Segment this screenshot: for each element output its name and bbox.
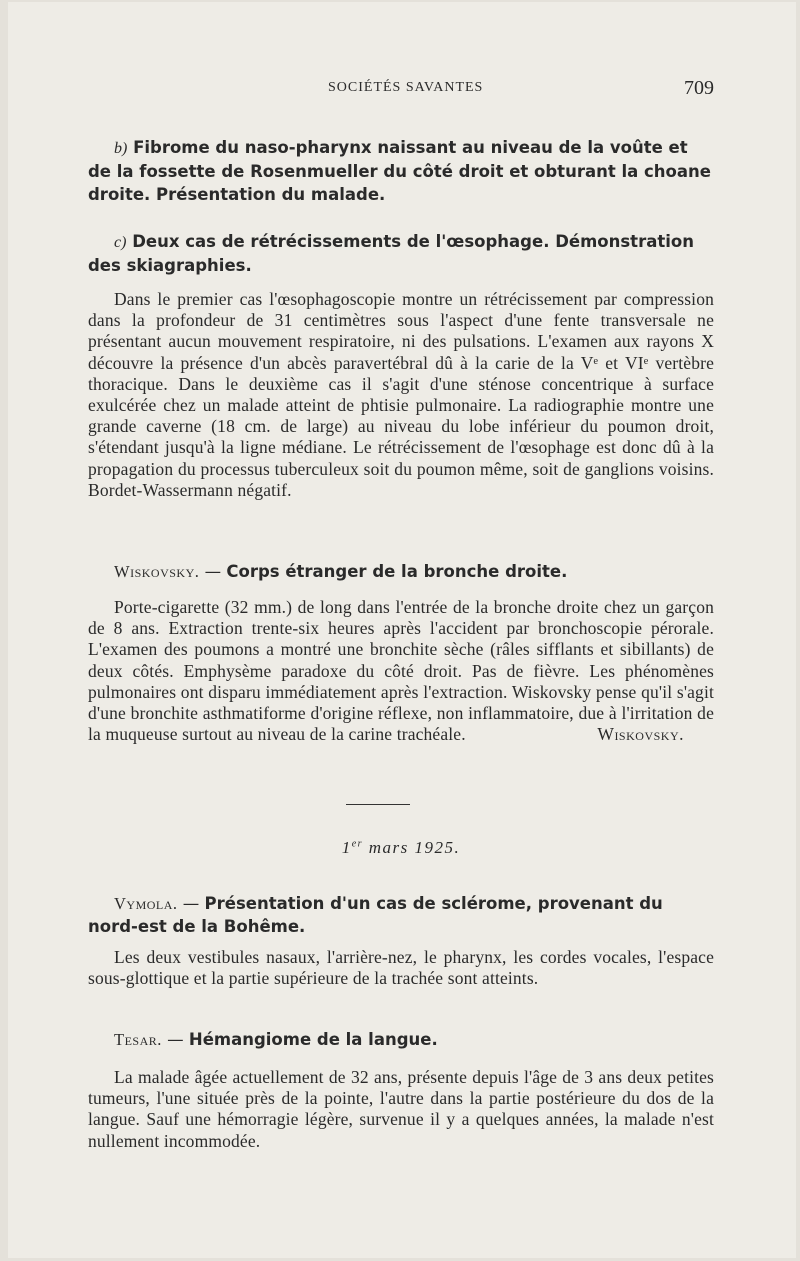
wiskovsky-paragraph-text: Porte-cigarette (32 mm.) de long dans l'entrée de la bronche droite chez un garçon de 8 ans. Extraction trente-six heures après l'accident par bronchoscopie pérorale. L'examen des poumons a montré une bronchite sèche (râles sifflants et sibillants) de deux côtés. Emphysème paradoxe du côté droit. Pas de fièvre. Les phénomènes pulmonaires ont disparu immédiatement après l'extraction. Wiskovsky pense qu'il s'agit d'une bronchite asthmatiforme d'origine réflexe, non inflammatoire, due à l'irritation de la muqueuse surtout au niveau de la carine trachéale. <box>88 597 714 745</box>
tesar-dash: — <box>161 1030 189 1049</box>
section-wiskovsky-heading <box>88 560 714 583</box>
vymola-paragraph: Les deux vestibules nasaux, l'arrière-nez, le pharynx, les cordes vocales, l'espace sous-glottique et la partie supérieure de la trachée sont atteints. <box>88 947 714 989</box>
vymola-dash: — <box>177 894 205 913</box>
tesar-paragraph: La malade âgée actuellement de 32 ans, présente depuis l'âge de 3 ans deux petites tumeurs, l'une située près de la pointe, l'autre dans la partie postérieure du dos de la langue. Sauf une hémorragie légère, survenue il y a quelques années, la malade n'est nullement incommodée. <box>88 1067 714 1151</box>
section-divider <box>346 804 410 805</box>
section-c-body <box>88 289 714 501</box>
section-c-paragraph: Dans le premier cas l'œsophagoscopie montre un rétrécissement par compression dans la profondeur de 31 centimètres sous l'aspect d'une fente transversale ne présentant aucun mouvement respiratoire, ni des pulsations. L'examen aux rayons X découvre la présence d'un abcès paravertébral dû à la carie de la Vᵉ et VIᵉ vertèbre thoracique. Dans le deuxième cas il s'agit d'une sténose concentrique à surface exulcérée chez un malade atteint de phtisie pulmonaire. La radiographie montre une grande caverne (18 cm. de large) au niveau du lobe inférieur du poumon droit, s'étendant jusqu'à la ligne médiane. Le rétrécissement de l'œsophage est donc dû à la propagation du processus tuberculeux soit du poumon même, soit de ganglions voisins. Bordet-Wassermann négatif. <box>88 289 714 500</box>
wiskovsky-title: Corps étranger de la bronche droite. <box>226 562 568 581</box>
wiskovsky-author: Wiskovsky. <box>114 562 200 581</box>
section-b-marker: b) <box>114 140 128 157</box>
wiskovsky-dash: — <box>199 562 227 581</box>
section-vymola-heading <box>88 892 714 938</box>
section-wiskovsky-body <box>88 597 714 745</box>
running-title: SOCIÉTÉS SAVANTES <box>328 80 484 95</box>
date-rest: mars 1925. <box>363 838 461 857</box>
vymola-title-line <box>88 892 714 938</box>
meeting-date <box>88 838 714 858</box>
wiskovsky-paragraph <box>88 597 714 745</box>
vymola-author: Vymola. <box>114 894 178 913</box>
section-b-title-text: Fibrome du naso-pharynx naissant au niveau de la voûte et de la fossette de Rosenmueller du côté droit et obturant la choane droite. Présentation du malade. <box>88 138 711 204</box>
document-page <box>8 2 796 1258</box>
section-b-title <box>88 136 714 206</box>
section-c-marker: c) <box>114 234 127 251</box>
running-head <box>88 77 714 104</box>
section-tesar-body <box>88 1067 714 1152</box>
tesar-title: Hémangiome de la langue. <box>188 1030 438 1049</box>
wiskovsky-title-line <box>88 560 714 583</box>
section-c-title-text: Deux cas de rétrécissements de l'œsophage. Démonstration des skiagraphies. <box>88 232 694 275</box>
section-c <box>88 230 714 277</box>
section-tesar-heading <box>88 1028 714 1051</box>
tesar-title-line <box>88 1028 714 1051</box>
tesar-author: Tesar. <box>114 1030 162 1049</box>
section-c-title <box>88 230 714 277</box>
section-b <box>88 136 714 206</box>
date-sup: er <box>351 838 364 850</box>
page-number: 709 <box>684 77 714 99</box>
section-vymola-body <box>88 947 714 989</box>
vymola-title: Présentation d'un cas de sclérome, provenant du nord-est de la Bohême. <box>88 894 663 936</box>
wiskovsky-signature: Wiskovsky. <box>597 724 684 745</box>
date-day: 1 <box>341 838 352 857</box>
